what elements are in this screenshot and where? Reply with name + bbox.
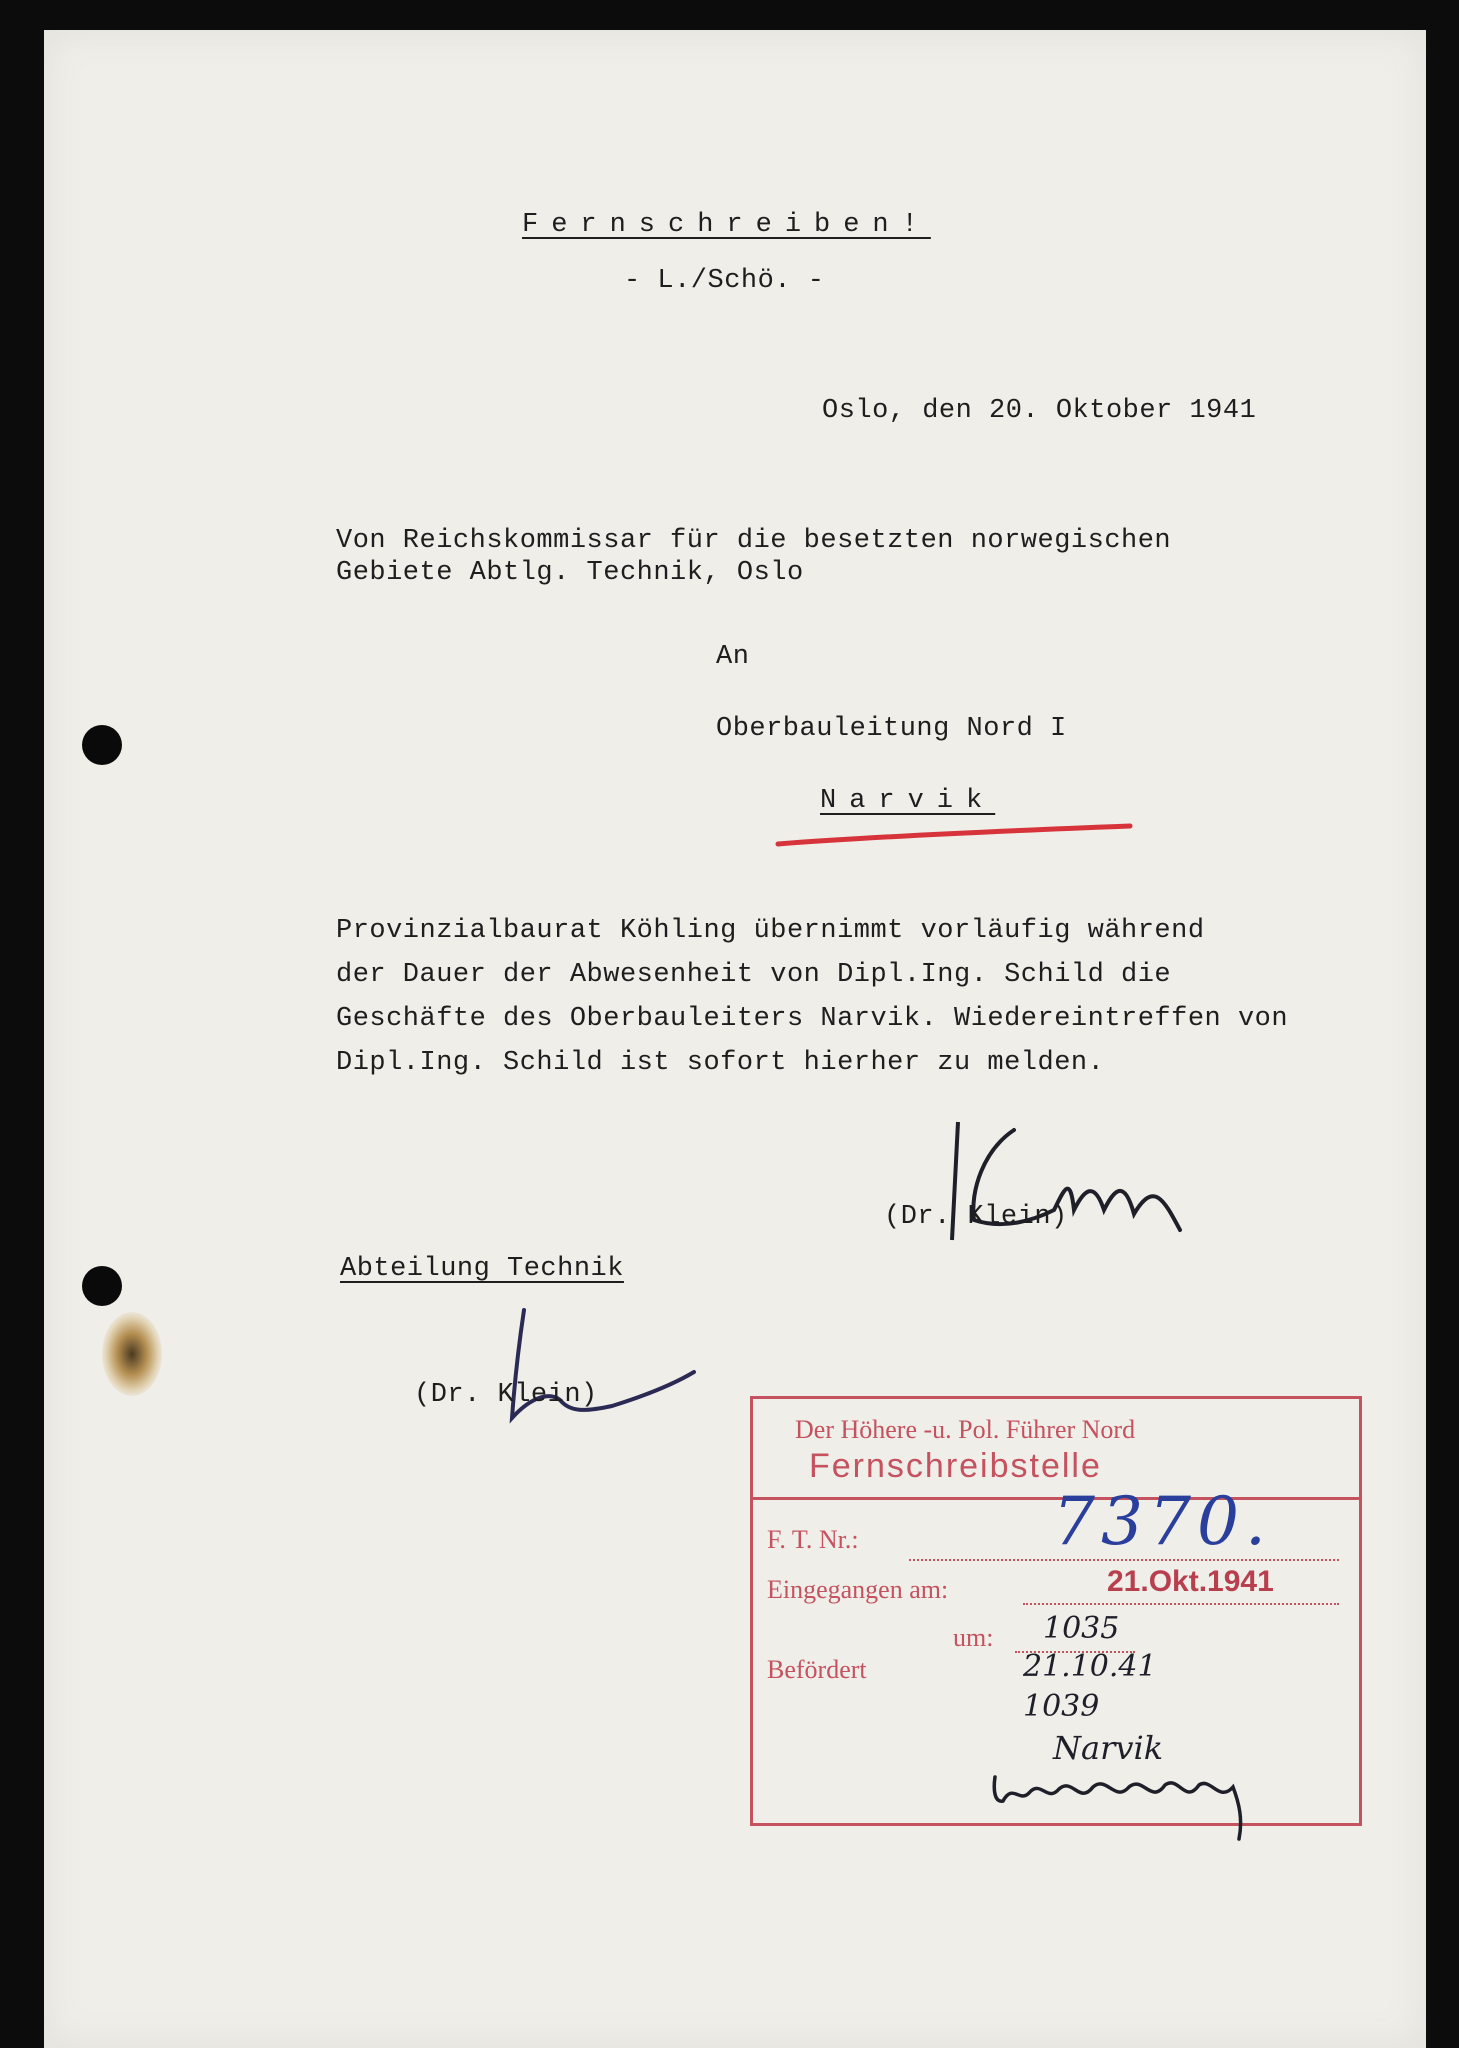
stamp-operator-signature — [989, 1763, 1289, 1843]
handwritten-initial-signature — [484, 1300, 704, 1430]
stamp-time-value: 1035 — [1043, 1611, 1120, 1646]
handwritten-signature-top — [944, 1110, 1204, 1270]
body-line: Provinzialbaurat Köhling übernimmt vorläufig während — [336, 916, 1205, 946]
red-underline-mark — [774, 816, 1134, 856]
recipient-city: Narvik — [820, 786, 996, 816]
punch-hole-lower — [82, 1266, 122, 1306]
stamp-ft-number: 7370. — [1053, 1483, 1272, 1560]
place-date: Oslo, den 20. Oktober 1941 — [822, 396, 1257, 426]
stamp-received-line — [1023, 1603, 1339, 1605]
signature-name-bottom: (Dr. Klein) — [414, 1380, 598, 1410]
stamp-authority: Der Höhere -u. Pol. Führer Nord — [795, 1415, 1136, 1444]
recipient-to-label: An — [716, 642, 750, 672]
punch-hole-upper — [82, 725, 122, 765]
body-line: Geschäfte des Oberbauleiters Narvik. Wiedereintreffen von — [336, 1004, 1289, 1034]
stamp-office: Fernschreibstelle — [809, 1447, 1102, 1485]
signature-name-top: (Dr. Klein) — [884, 1202, 1068, 1232]
stamp-forwarded-label: Befördert — [767, 1655, 867, 1684]
body-line: Dipl.Ing. Schild ist sofort hierher zu melden. — [336, 1048, 1105, 1078]
document-title: Fernschreiben! — [522, 210, 931, 240]
reference-code: - L./Schö. - — [624, 266, 825, 296]
stamp-forwarded-time: 1039 — [1023, 1689, 1100, 1724]
telex-receipt-stamp — [750, 1396, 1362, 1826]
stamp-time-label: um: — [953, 1623, 994, 1652]
stamp-forwarded-to: Narvik — [1053, 1729, 1164, 1767]
department-name: Abteilung Technik — [340, 1254, 624, 1284]
sender-line-2: Gebiete Abtlg. Technik, Oslo — [336, 558, 804, 588]
document-page — [44, 30, 1426, 2048]
body-line: der Dauer der Abwesenheit von Dipl.Ing. Schild die — [336, 960, 1172, 990]
recipient-name: Oberbauleitung Nord I — [716, 714, 1067, 744]
stamp-received-date: 21.Okt.1941 — [1107, 1565, 1274, 1598]
stamp-ft-label: F. T. Nr.: — [767, 1525, 859, 1554]
stamp-received-label: Eingegangen am: — [767, 1575, 949, 1604]
sender-line-1: Von Reichskommissar für die besetzten norwegischen — [336, 526, 1172, 556]
rust-stain — [102, 1312, 162, 1396]
stamp-forwarded-date: 21.10.41 — [1023, 1649, 1157, 1684]
